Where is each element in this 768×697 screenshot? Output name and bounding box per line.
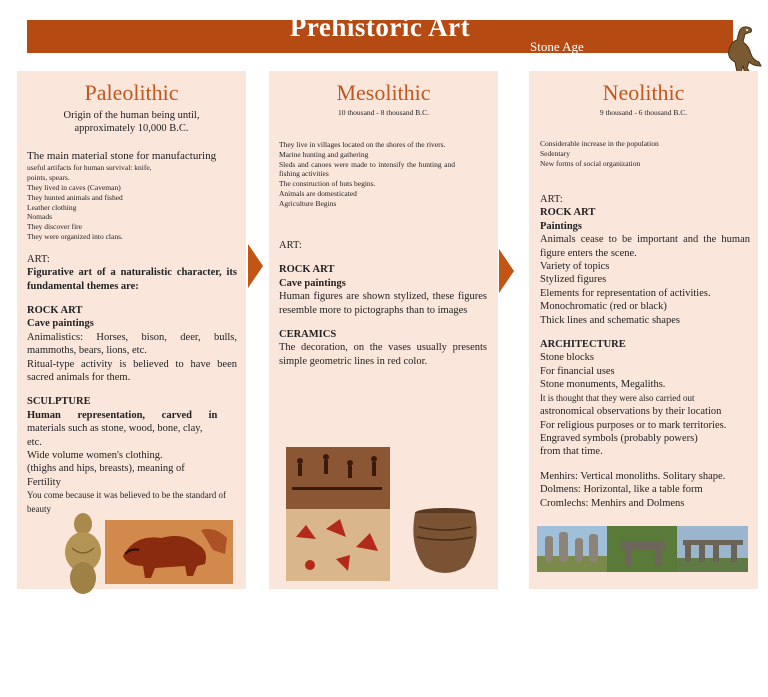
paleolithic-fact: They hunted animals and fished <box>27 192 123 202</box>
arrow-right-icon <box>248 244 263 288</box>
paleolithic-thighs: (thighs and hips, breasts), meaning of <box>27 463 185 475</box>
neolithic-arch-line: Stone blocks <box>540 352 594 364</box>
neolithic-panel <box>529 71 758 589</box>
paleolithic-material: The main material stone for manufacturing <box>27 150 217 162</box>
mesolithic-rock-art: ROCK ART <box>279 264 335 276</box>
paleolithic-standard: You come because it was believed to be the standard of <box>27 490 227 501</box>
neolithic-cromlechs: Cromlechs: Menhirs and Dolmens <box>540 497 685 509</box>
neolithic-arch-line: For financial uses <box>540 365 615 377</box>
neolithic-arch-line: from that time. <box>540 446 603 458</box>
paleolithic-clothing: Wide volume women's clothing. <box>27 450 163 462</box>
paleolithic-fact: Leather clothing <box>27 202 77 212</box>
paleolithic-fact: useful artifacts for human survival: knife, <box>27 163 152 173</box>
neolithic-dates: 9 thousand - 6 thousand B.C. <box>599 108 688 117</box>
paleolithic-fact: Nomads <box>27 212 52 222</box>
mesolithic-art-label: ART: <box>279 240 302 251</box>
neolithic-fact: New forms of social organization <box>540 158 641 168</box>
neolithic-arch-line: Stone monuments, Megaliths. <box>540 379 666 391</box>
paleolithic-ritual: Ritual-type activity is believed to have been sacred animals for them. <box>27 358 237 384</box>
paleolithic-fact: points, spears. <box>27 173 70 183</box>
paleolithic-etc: etc. <box>27 436 42 448</box>
mesolithic-fact: They live in villages located on the shores of the rivers. <box>279 140 446 149</box>
neolithic-topic: Stylized figures <box>540 274 607 286</box>
mesolithic-fact: The construction of huts begins. <box>279 179 376 189</box>
neolithic-topic: Thick lines and schematic shapes <box>540 314 680 326</box>
neolithic-rock-art: ROCK ART <box>540 207 596 219</box>
paleolithic-animalistics: Animalistics: Horses, bison, deer, bulls, mammoths, bears, lions, etc. <box>27 331 237 357</box>
paleolithic-origin-2: approximately 10,000 B.C. <box>74 123 189 135</box>
page-title: Prehistoric Art <box>289 12 471 42</box>
megaliths-image <box>537 526 748 572</box>
neolithic-topic: Monochromatic (red or black) <box>540 301 667 313</box>
header-banner <box>27 12 733 54</box>
neolithic-art-label: ART: <box>540 194 563 205</box>
neolithic-topic: Variety of topics <box>540 261 610 273</box>
neolithic-dolmens: Dolmens: Horizontal, like a table form <box>540 484 703 496</box>
paleolithic-rock-art: ROCK ART <box>27 305 83 316</box>
neolithic-fact: Considerable increase in the population <box>540 139 659 148</box>
neolithic-fact: Sedentary <box>540 148 570 158</box>
neolithic-paintings: Paintings <box>540 220 583 232</box>
paleolithic-art-label: ART: <box>27 253 50 265</box>
paleolithic-beauty: beauty <box>27 503 51 514</box>
paleolithic-panel <box>17 71 246 589</box>
mesolithic-cave-paintings: Cave paintings <box>279 277 346 289</box>
paleolithic-fertility: Fertility <box>27 476 61 488</box>
neolithic-architecture: ARCHITECTURE <box>540 339 626 351</box>
paleolithic-fact: They discover fire <box>27 222 82 232</box>
ceramic-vase-image <box>407 507 483 577</box>
neolithic-topic: Elements for representation of activities. <box>540 287 711 299</box>
mesolithic-cave-art-image <box>286 447 390 581</box>
mesolithic-fact: Animals are domesticated <box>279 188 357 198</box>
paleolithic-origin-1: Origin of the human being until, <box>63 110 200 121</box>
paleolithic-fact: They lived in caves (Caveman) <box>27 183 121 192</box>
paleolithic-fact: They were organized into clans. <box>27 231 123 241</box>
neolithic-arch-line: astronomical observations by their location <box>540 406 722 418</box>
mesolithic-ceramics: CERAMICS <box>279 329 337 341</box>
cave-bison-painting-image <box>105 520 233 584</box>
paleolithic-art-desc: Figurative art of a naturalistic character, its fundamental themes are: <box>27 267 237 292</box>
neolithic-arch-line: It is thought that they were also carried out <box>540 392 695 403</box>
neolithic-arch-line: Engraved symbols (probably powers) <box>540 432 698 444</box>
mesolithic-figures: Human figures are shown stylized, these figures resemble more to pictographs than to images <box>279 291 487 316</box>
dinosaur-icon <box>707 22 763 78</box>
arrow-right-icon <box>499 249 514 293</box>
page-subtitle: Stone Age <box>530 39 584 54</box>
mesolithic-fact: Sleds and canoes were made to intensify the hunting and fishing activities <box>279 159 455 179</box>
mesolithic-fact: Agriculture Begins <box>279 198 337 208</box>
mesolithic-title: Mesolithic <box>336 80 431 105</box>
paleolithic-sculpture: SCULPTURE <box>27 396 91 408</box>
mesolithic-fact: Marine hunting and gathering <box>279 149 369 159</box>
paleolithic-title: Paleolithic <box>84 80 179 105</box>
paleolithic-cave-paintings: Cave paintings <box>27 318 94 330</box>
venus-figurine-image <box>58 512 108 598</box>
mesolithic-decoration: The decoration, on the vases usually presents simple geometric lines in red color. <box>279 342 487 367</box>
neolithic-arch-line: For religious purposes or to mark territories. <box>540 419 727 431</box>
paleolithic-materials: materials such as stone, wood, bone, clay, <box>27 423 203 435</box>
neolithic-animals: Animals cease to be important and the human figure enters the scene. <box>540 234 750 259</box>
neolithic-title: Neolithic <box>602 80 685 105</box>
neolithic-menhirs: Menhirs: Vertical monoliths. Solitary shape. <box>540 470 726 482</box>
mesolithic-dates: 10 thousand - 8 thousand B.C. <box>337 108 430 117</box>
paleolithic-human-rep: Human representation, carved in <box>27 409 218 421</box>
